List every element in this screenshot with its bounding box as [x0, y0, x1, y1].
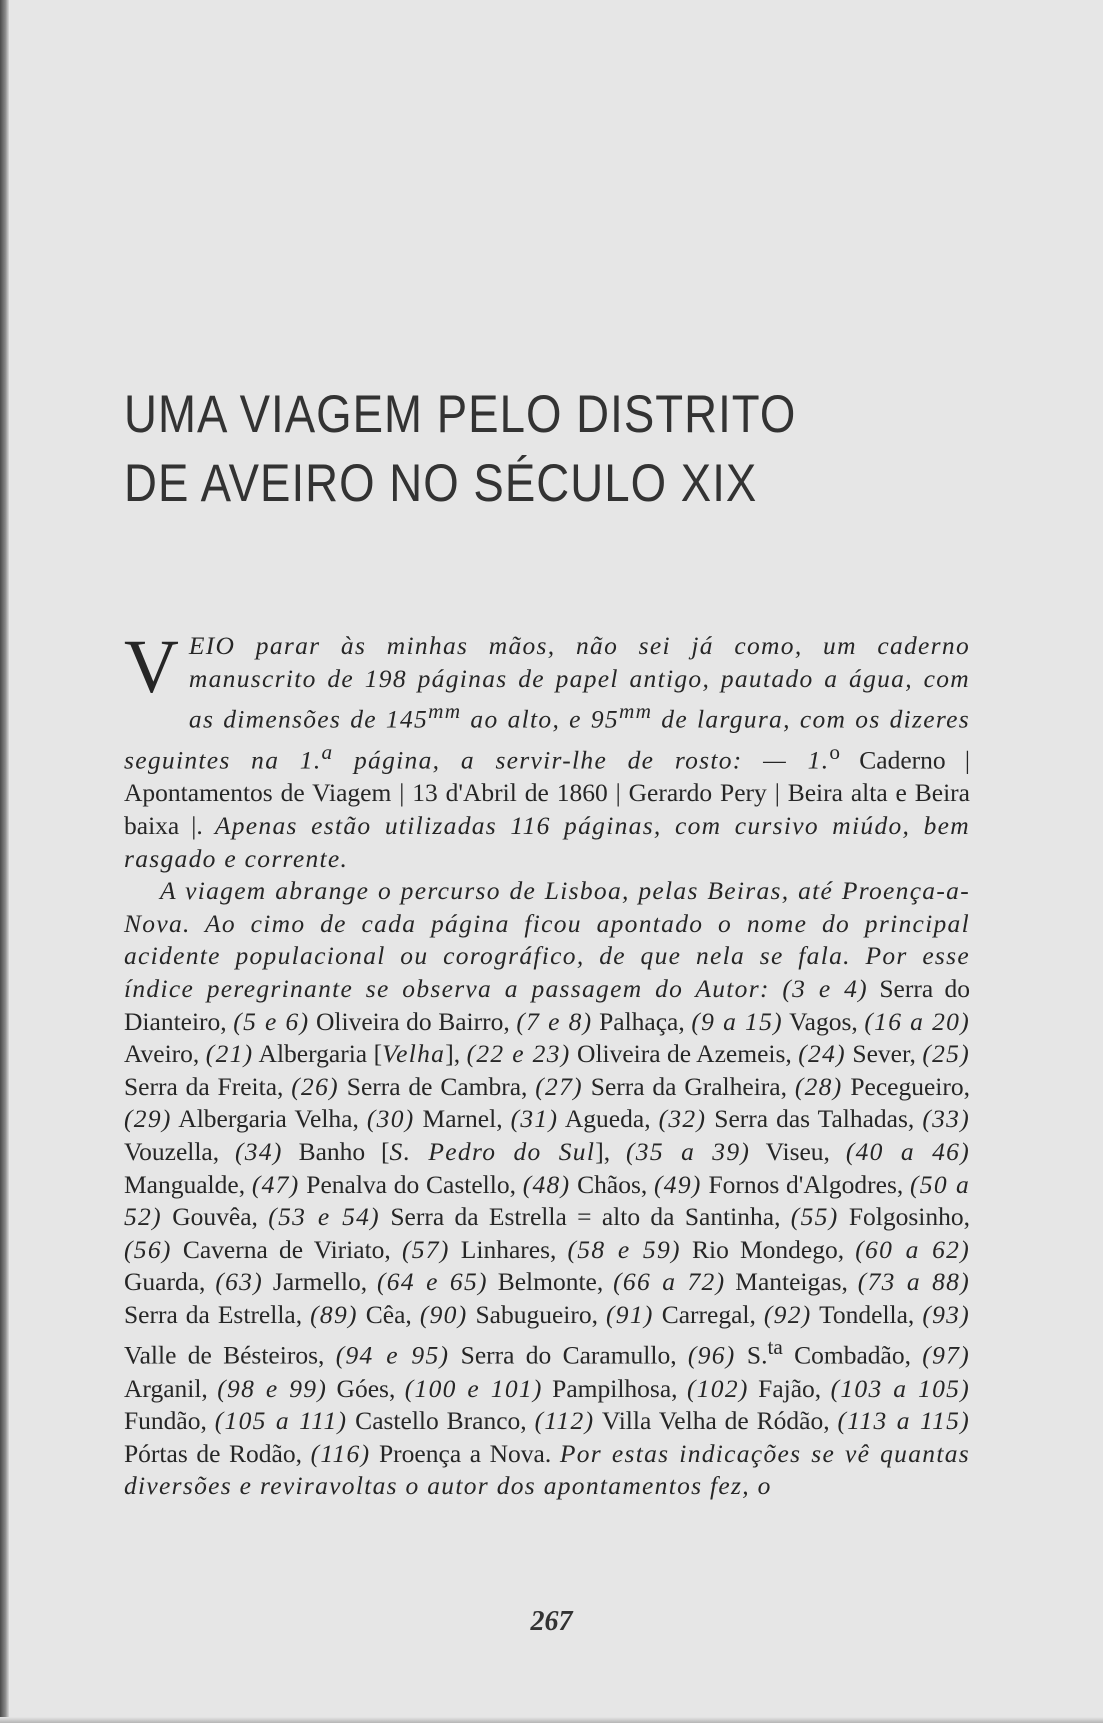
p2-page-ref: (28): [794, 1071, 843, 1101]
p2-place: Serra do Caramullo,: [449, 1340, 688, 1370]
p2-page-ref: (91): [606, 1299, 654, 1329]
article-body: [124, 625, 971, 1503]
p2-page-ref: (49): [654, 1169, 702, 1199]
p1-span: Apenas estão utilizadas 116 páginas, com cursivo miúdo, bem rasgado e corrente.: [124, 810, 970, 873]
p2-place: Serra do Dianteiro,: [124, 973, 970, 1036]
p2-page-ref: (30): [366, 1104, 415, 1134]
p1-span: página, a servir-lhe de rosto: — 1.: [333, 745, 830, 775]
p2-page-ref: (64 e 65): [377, 1267, 488, 1297]
p2-place: Villa Velha de Ródão,: [594, 1406, 838, 1436]
p2-page-ref: (113 a 115): [837, 1406, 970, 1436]
p2-place: Palhaça,: [592, 1006, 692, 1036]
p2-place: Marnel,: [414, 1104, 511, 1134]
p1-span: EIO parar às minhas mãos, não sei já como, um caderno manuscrito de 198 páginas de papel antigo, pautado a água, com as dimensões de 145: [188, 631, 970, 734]
p2-page-ref: (33): [922, 1104, 970, 1134]
p2-page-ref: (63): [215, 1267, 264, 1297]
p2-page-ref: (5 e 6): [233, 1006, 310, 1036]
p2-page-ref: (55): [790, 1202, 839, 1232]
p2-sup: ta: [767, 1335, 783, 1360]
p2-place: Guarda,: [124, 1267, 216, 1297]
p2-place: Valle de Bésteiros,: [124, 1340, 336, 1370]
p2-place: Vagos,: [782, 1006, 865, 1036]
p2-page-ref: (100 e 101): [404, 1373, 543, 1403]
p2-place: Pecegueiro,: [842, 1071, 971, 1101]
p2-page-ref: (40 a 46): [845, 1136, 970, 1166]
p2-place: Sabugueiro,: [467, 1299, 607, 1329]
p2-page-ref: (73 a 88): [857, 1267, 971, 1297]
p1-span: ao alto, e 95: [461, 704, 619, 734]
p2-page-ref: (102): [686, 1373, 749, 1403]
p2-page-ref: (50 a 52): [124, 1169, 970, 1232]
p2-place: Jarmello,: [263, 1267, 377, 1297]
drop-cap: V: [124, 625, 179, 709]
p2-span: Por estas indicações se vê quantas diversões e reviravoltas o autor dos apontamentos fez, o: [124, 1438, 970, 1501]
p2-place: Rio Mondego,: [680, 1234, 856, 1264]
p2-place: Castello Branco,: [347, 1406, 535, 1436]
p2-place: Banho [: [282, 1136, 390, 1166]
p2-place: ],: [595, 1136, 626, 1166]
page-number: 267: [530, 1606, 573, 1637]
p2-place: Gouvêa,: [161, 1202, 269, 1232]
p2-place: Serra da Freita,: [124, 1071, 292, 1101]
p2-place: Albergaria [: [253, 1039, 383, 1069]
page-title: [124, 380, 881, 518]
p2-place: Fajão,: [748, 1373, 831, 1403]
p2-page-ref: (112): [534, 1406, 595, 1436]
p1-sup: mm: [428, 699, 462, 724]
title-line-2: DE AVEIRO NO SÉCULO XIX: [124, 454, 758, 513]
p2-place: Belmonte,: [487, 1267, 614, 1297]
p2-place: ],: [445, 1039, 467, 1069]
p2-place: Agueda,: [558, 1104, 659, 1134]
p2-page-ref: (53 e 54): [268, 1202, 380, 1232]
p2-place: Penalva do Castello,: [299, 1169, 523, 1199]
p2-place: Cêa,: [357, 1299, 420, 1329]
p2-place: Viseu,: [750, 1136, 846, 1166]
p2-page-ref: (27): [535, 1071, 583, 1101]
p2-page-ref: (47): [251, 1169, 300, 1199]
p2-place: Pórtas de Rodão,: [124, 1438, 311, 1468]
p2-page-ref: (34): [235, 1136, 283, 1166]
p2-page-ref: (89): [310, 1299, 358, 1329]
p2-page-ref: (25): [922, 1039, 970, 1069]
p2-place: Fornos d'Algodres,: [701, 1169, 910, 1199]
p2-place: Aveiro,: [124, 1039, 206, 1069]
p2-place-italic: Velha: [382, 1039, 446, 1069]
p2-page-ref: (48): [522, 1169, 571, 1199]
p2-span: A viagem abrange o percurso de Lisboa, pelas Beiras, até Proença-a-Nova. Ao cimo de cada página ficou apontado o nome do principal acidente populacional ou corográfico, de que nela se fala. Por esse índice peregrinante se observa a passagem do Autor: (3 e 4): [124, 876, 970, 1003]
p2-place: Manteigas,: [725, 1267, 858, 1297]
p2-page-ref: (35 a 39): [626, 1136, 751, 1166]
p2-place: Caverna de Viriato,: [171, 1234, 402, 1264]
p2-page-ref: (56): [124, 1234, 172, 1264]
p2-page-ref: (66 a 72): [613, 1267, 726, 1297]
p2-place: Proença a Nova.: [370, 1438, 560, 1468]
paragraph-2: [124, 875, 970, 1503]
p2-place: Mangualde,: [124, 1169, 252, 1199]
p1-sup: o: [829, 740, 841, 765]
p1-span: Caderno | Apontamentos de Viagem | 13 d'Abril de 1860 | Gerardo Pery | Beira alta e Beira baixa |.: [124, 745, 970, 840]
p2-place: Serra de Cambra,: [338, 1071, 536, 1101]
p2-place: Arganil,: [124, 1373, 218, 1403]
p2-place: Carregal,: [653, 1299, 764, 1329]
p2-page-ref: (7 e 8): [516, 1006, 593, 1036]
p2-page-ref: (103 a 105): [830, 1373, 970, 1403]
p2-place: S.: [735, 1340, 768, 1370]
p2-page-ref: (93): [922, 1299, 970, 1329]
p2-place: Vouzella,: [124, 1136, 236, 1166]
p2-place: Oliveira de Azemeis,: [570, 1039, 799, 1069]
p2-page-ref: (116): [310, 1438, 371, 1468]
p2-page-ref: (92): [763, 1299, 812, 1329]
p2-place-italic: S. Pedro do Sul: [389, 1136, 596, 1166]
page-binding-edge: [0, 0, 9, 1723]
p2-page-ref: (21): [205, 1039, 254, 1069]
p2-place: Serra das Talhadas,: [706, 1104, 923, 1134]
page-bottom-edge: [0, 1717, 1103, 1723]
p1-span: de largura, com os dizeres seguintes na 1.: [124, 704, 970, 775]
p2-page-ref: (98 e 99): [217, 1373, 328, 1403]
p2-place: Combadão,: [782, 1340, 923, 1370]
p2-place: Sever,: [845, 1039, 923, 1069]
p2-place: Albergaria Velha,: [171, 1104, 367, 1134]
p2-place: Folgosinho,: [838, 1202, 970, 1232]
title-line-1: UMA VIAGEM PELO DISTRITO: [124, 385, 797, 444]
p2-place: Serra da Estrella = alto da Santinha,: [379, 1202, 791, 1232]
p2-page-ref: (24): [798, 1039, 846, 1069]
p2-page-ref: (9 a 15): [691, 1006, 783, 1036]
p2-place: Linhares,: [449, 1234, 568, 1264]
p2-page-ref: (105 a 111): [214, 1406, 348, 1436]
p2-page-ref: (29): [124, 1104, 172, 1134]
p2-page-ref: (97): [922, 1340, 970, 1370]
p2-page-ref: (57): [401, 1234, 450, 1264]
p2-place: Góes,: [327, 1373, 405, 1403]
p2-place: Serra da Estrella,: [124, 1299, 311, 1329]
p1-sup: a: [321, 740, 334, 765]
p2-page-ref: (58 e 59): [567, 1234, 681, 1264]
p2-page-ref: (90): [419, 1299, 468, 1329]
p2-page-ref: (22 e 23): [466, 1039, 571, 1069]
p2-page-ref: (94 e 95): [335, 1340, 450, 1370]
p2-place: Pampilhosa,: [542, 1373, 687, 1403]
p2-page-ref: (60 a 62): [855, 1234, 970, 1264]
p2-place: Tondella,: [811, 1299, 923, 1329]
p2-place: Serra da Gralheira,: [582, 1071, 795, 1101]
p2-page-ref: (96): [687, 1340, 736, 1370]
paragraph-1: [124, 625, 970, 875]
p2-page-ref: (26): [291, 1071, 339, 1101]
p2-page-ref: (16 a 20): [864, 1006, 971, 1036]
p1-sup: mm: [618, 699, 653, 724]
p2-place: Fundão,: [124, 1406, 215, 1436]
p2-page-ref: (31): [510, 1104, 559, 1134]
p2-page-ref: (32): [658, 1104, 707, 1134]
p2-place: Oliveira do Bairro,: [309, 1006, 517, 1036]
p2-place: Chãos,: [570, 1169, 655, 1199]
